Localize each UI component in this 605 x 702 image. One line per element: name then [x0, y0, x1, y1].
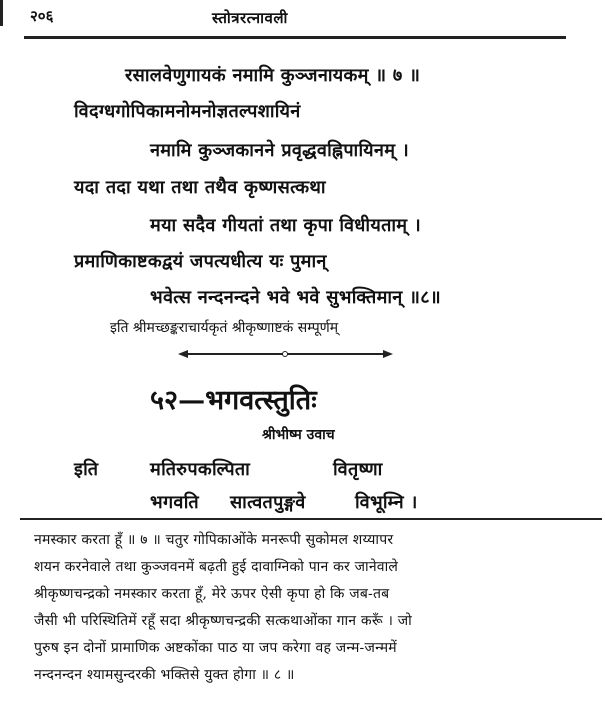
- translation-line: श्रीकृष्णचन्द्रको नमस्कार करता हूँ, मेरे ऊपर ऐसी कृपा हो कि जब-तब: [34, 586, 390, 602]
- ornament-divider: [178, 347, 393, 361]
- verse-word: मतिरुपकल्पिता: [150, 459, 251, 480]
- translation-line: नन्दनन्दन श्यामसुन्दरकी भक्तिसे युक्त होगा ॥ ८ ॥: [34, 667, 295, 683]
- verse-word: इति: [74, 459, 99, 480]
- verse-line: प्रमाणिकाष्टकद्वयं जपत्यधीत्य यः पुमान्: [74, 251, 327, 272]
- verse-word: भगवति: [150, 492, 199, 513]
- verse-line: नमामि कुञ्जकानने प्रवृद्धवह्निपायिनम् ।: [150, 140, 409, 161]
- verse-word: विभूम्नि ।: [355, 492, 418, 513]
- translation-line: जैसी भी परिस्थितिमें रहूँ सदा श्रीकृष्णचन्द्रकी सत्कथाओंका गान करूँ । जो: [34, 613, 412, 629]
- running-title: स्तोत्ररत्नावली: [212, 9, 288, 27]
- page-edge-mark: [0, 0, 3, 26]
- translation-line: शयन करनेवाले तथा कुञ्जवनमें बढ़ती हुई दावाग्निको पान कर जानेवाले: [34, 559, 399, 575]
- speaker-line: श्रीभीष्म उवाच: [262, 427, 335, 443]
- verse-line: भवेत्स नन्दनन्दने भवे भवे सुभक्तिमान् ॥८॥: [150, 287, 441, 308]
- verse-word: सात्वतपुङ्गवे: [230, 492, 306, 513]
- translation-line: पुरुष इन दोनों प्रामाणिक अष्टकोंका पाठ या जप करेगा वह जन्म-जन्ममें: [34, 640, 397, 656]
- page-number: २०६: [30, 7, 54, 25]
- header-rule: [24, 36, 566, 39]
- section-rule: [20, 518, 602, 520]
- verse-word: वितृष्णा: [333, 459, 383, 480]
- colophon: इति श्रीमच्छङ्कराचार्यकृतं श्रीकृष्णाष्टकं सम्पूर्णम्: [110, 320, 339, 336]
- translation-line: नमस्कार करता हूँ ॥ ७ ॥ चतुर गोपिकाओंके मनरूपी सुकोमल शय्यापर: [34, 532, 394, 548]
- section-heading: ५२—भगवत्स्तुतिः: [150, 385, 317, 416]
- verse-line: विदग्धगोपिकामनोमनोज्ञतल्पशायिनं: [74, 101, 301, 122]
- verse-line: रसालवेणुगायकं नमामि कुञ्जनायकम् ॥ ७ ॥: [125, 65, 421, 86]
- verse-line: यदा तदा यथा तथा तथैव कृष्णसत्कथा: [74, 177, 326, 198]
- verse-line: मया सदैव गीयतां तथा कृपा विधीयताम् ।: [150, 215, 422, 236]
